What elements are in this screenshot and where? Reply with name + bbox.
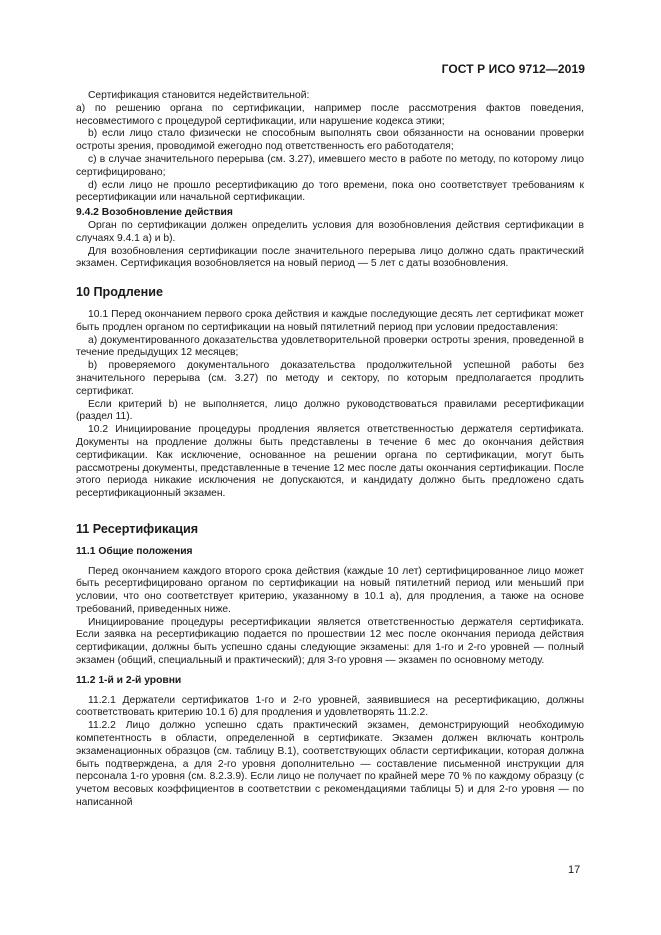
para-10-2: 10.2 Инициирование процедуры продления является ответственностью держателя сертификата. Документы на продление должны быть представлены в течение 6 мес до окончания действия сертификации. Как исключение, основанное на решении органа по сертификации, могут быть рассмотрены документы, представленные в течение 12 мес после даты окончания сертификации. После этого периода никакие исключения не допускаются, и кандидату должно быть предложено сдать ресертификационный экзамен. [76, 424, 584, 500]
para-11-2-2: 11.2.2 Лицо должно успешно сдать практический экзамен, демонстрирующий необходимую компетентность в области, определенной в сертификате. Экзамен должен включать контроль экзаменационных образцов (см. таблицу В.1), соответствующих области сертификации, которая должна быть подтверждена, а для 2-го уровня дополнительно — составление письменной инструкции для персонала 1-го уровня (см. 8.2.3.9). Если лицо не получает по крайней мере 70 % по каждому образцу (с учетом весовых коэффициентов в соответствии с рекомендациями таблицы 5) и для 2-го уровня — по написанной [76, 720, 584, 809]
list-item-9-4-1-c: c) в случае значительного перерыва (см. 3.27), имевшего место в работе по методу, по которому лицо сертифицировано; [76, 153, 584, 178]
section-heading-11: 11 Ресертификация [76, 521, 199, 536]
para-11-1-2: Инициирование процедуры ресертификации является ответственностью держателя сертификата. Если заявка на ресертификацию подается по прошествии 12 мес после окончания периода действия сертификации, должны быть успешно сданы следующие экзамены: для 1-го и 2-го уровней — полный экзамен (общий, специальный и практический); для 3-го уровня — экзамен по основному методу. [76, 616, 584, 667]
page-number: 17 [568, 864, 581, 876]
list-item-9-4-1-a: а) по решению органа по сертификации, например после рассмотрения фактов поведения, несовместимого с процедурой сертификации, или нарушение кодекса этики; [76, 102, 584, 127]
para-10-1-criterion: Если критерий b) не выполняется, лицо должно руководствоваться правилами ресертификации (раздел 11). [76, 398, 584, 423]
list-item-10-1-b: b) проверяемого документального доказательства продолжительной успешной работы без значительного перерыва (см. 3.27) по методу и сектору, по которым предполагается продлить сертификат. [76, 360, 584, 397]
list-item-9-4-1-b: b) если лицо стало физически не способным выполнять свои обязанности на основании проверки остроты зрения, проводимой ежегодно под ответственность его работодателя; [76, 128, 584, 153]
para-11-2-1: 11.2.1 Держатели сертификатов 1-го и 2-го уровней, заявившиеся на ресертификацию, должны соответствовать критерию 10.1 б) для продления и удовлетворять 11.2.2. [76, 694, 584, 719]
subsection-heading-11-2: 11.2 1-й и 2-й уровни [76, 674, 182, 686]
para-11-1-1: Перед окончанием каждого второго срока действия (каждые 10 лет) сертифицированное лицо может быть ресертифицировано органом по сертификации на новый пятилетний период или меньший при условии, что оно соответствует критерию, указанному в 10.1 а), для продления, а также на основе требований, приведенных ниже. [76, 565, 584, 615]
para-invalid-intro: Сертификация становится недействительной: [88, 90, 310, 101]
para-9-4-2-2: Для возобновления сертификации после значительного перерыва лицо должно сдать практический экзамен. Сертификация возобновляется на новый период — 5 лет с даты возобновления. [76, 245, 584, 270]
page-body [76, 90, 584, 810]
subsection-heading-11-1: 11.1 Общие положения [76, 545, 193, 557]
document-code-header: ГОСТ Р ИСО 9712—2019 [441, 62, 585, 76]
section-heading-10: 10 Продление [76, 285, 163, 300]
subsection-heading-9-4-2: 9.4.2 Возобновление действия [76, 207, 233, 219]
para-9-4-2-1: Орган по сертификации должен определить условия для возобновления действия сертификации в случаях 9.4.1 а) и b). [76, 219, 584, 244]
list-item-9-4-1-d: d) если лицо не прошло ресертификацию до того времени, пока оно соответствует требованиям к ресертификации или начальной сертификации. [76, 179, 584, 204]
para-10-1: 10.1 Перед окончанием первого срока действия и каждые последующие десять лет сертификат может быть продлен органом по сертификации на новый пятилетний период при условии предоставления: [76, 308, 584, 333]
list-item-10-1-a: а) документированного доказательства удовлетворительной проверки остроты зрения, проведенной в течение предыдущих 12 месяцев; [76, 334, 584, 359]
